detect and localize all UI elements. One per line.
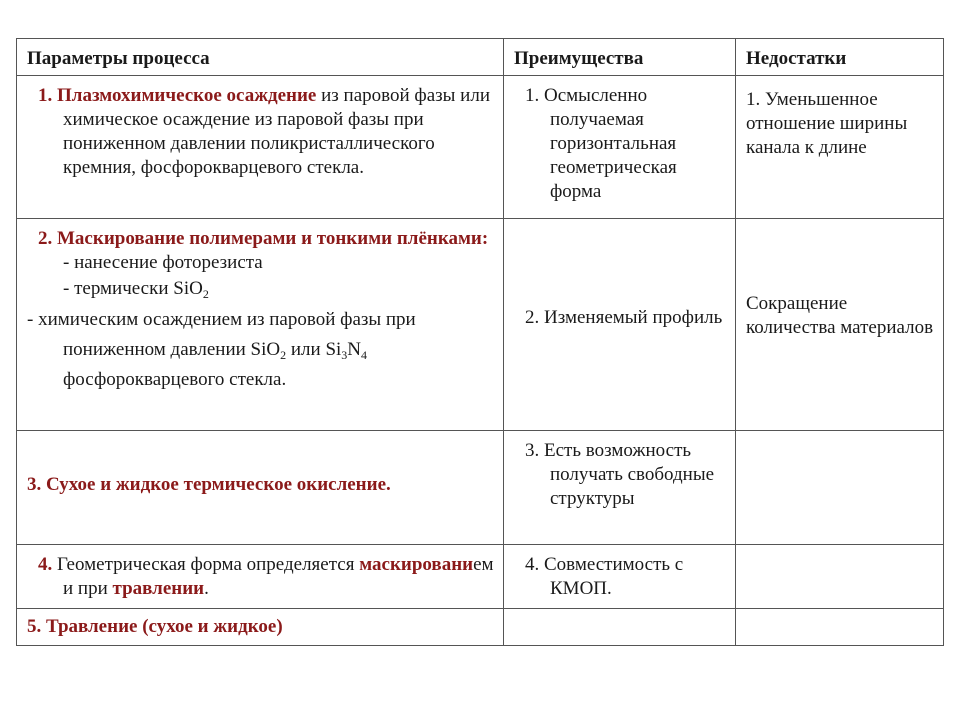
row4-parameter-text: [27, 549, 495, 601]
row2-item3-text: - химическим осаждением из паровой фазы при пониженном давлении SiO: [27, 309, 416, 360]
process-comparison-table: [16, 38, 944, 646]
row1-disadvantage-text: 1. Уменьшенное отношение ширины канала к длине: [746, 89, 908, 158]
row4-advantage-cell: [504, 545, 736, 609]
row5-title: 5. Травление (сухое и жидкое): [27, 616, 283, 637]
row5-disadvantage-cell: [736, 609, 944, 646]
row2-item-photoresist: - нанесение фоторезиста: [63, 252, 263, 273]
header-advantages: Преимущества: [504, 39, 736, 76]
row2-item3-subscript: 2: [280, 348, 287, 362]
row1-advantage-text: 1. Осмысленно получаемая горизонтальная геометрическая форма: [525, 85, 677, 202]
row4-advantage-text: 4. Совместимость с КМОП.: [525, 554, 684, 599]
row3-disadvantage-cell: [736, 431, 944, 545]
row4-text3: .: [204, 578, 209, 599]
row2-item3-n: N: [347, 339, 362, 360]
row4-masking: маскировани: [359, 554, 474, 575]
row3-title: 3. Сухое и жидкое термическое окисление.: [27, 473, 391, 495]
row1-bold-term: Плазмохимическое осаждение: [57, 85, 317, 106]
row5-advantage-cell: [504, 609, 736, 646]
row1-parameter-cell: [17, 76, 504, 219]
table-row: [17, 76, 944, 219]
row1-advantage-cell: [504, 76, 736, 219]
row4-text1: Геометрическая форма определяется: [52, 554, 360, 575]
row4-etching: травлении: [112, 578, 205, 599]
row2-advantage-cell: [504, 219, 736, 431]
row4-number: 4.: [38, 554, 53, 575]
row2-title: 2. Маскирование полимерами и тонкими плёнками:: [38, 228, 489, 249]
row2-advantage-text: 2. Изменяемый профиль: [525, 306, 723, 328]
header-disadvantages: Недостатки: [736, 39, 944, 76]
row3-advantage-cell: [504, 431, 736, 545]
row2-item2-subscript: 2: [202, 287, 209, 301]
row1-parameter-text: [27, 80, 495, 180]
row1-rest: из паровой фазы или химическое осаждение из паровой фазы при пониженном давлении поликристаллического кремния, фосфорокварцевого стекла.: [63, 85, 490, 178]
row2-disadvantage-text: Сокращение количества материалов: [746, 292, 934, 338]
table-row: [17, 431, 944, 545]
row1-number: 1.: [38, 85, 57, 106]
row4-disadvantage-cell: [736, 545, 944, 609]
header-process-parameters: Параметры процесса: [17, 39, 504, 76]
row4-text2: ем и при: [63, 554, 494, 599]
table-row: [17, 609, 944, 646]
row2-disadvantage-cell: [736, 219, 944, 431]
row4-parameter-cell: [17, 545, 504, 609]
row2-list: [27, 251, 495, 395]
row2-item2-text: - термически SiO: [63, 278, 203, 299]
row2-item3-post: фосфорокварцевого стекла.: [63, 369, 287, 390]
process-table: [16, 38, 943, 646]
row2-item-thermal: [63, 277, 495, 301]
row5-parameter-cell: [17, 609, 504, 646]
row2-item3-subscript2: 3: [341, 348, 348, 362]
row3-advantage-text: 3. Есть возможность получать свободные структуры: [525, 440, 715, 509]
row3-parameter-cell: [17, 431, 504, 545]
row2-item-cvd: [27, 305, 495, 395]
row2-parameter-cell: [17, 219, 504, 431]
table-row: [17, 545, 944, 609]
table-row: [17, 219, 944, 431]
row2-item3-subscript3: 4: [361, 348, 368, 362]
row1-disadvantage-cell: [736, 76, 944, 219]
row2-item3-mid: или Si: [286, 339, 342, 360]
table-header-row: [17, 39, 944, 76]
